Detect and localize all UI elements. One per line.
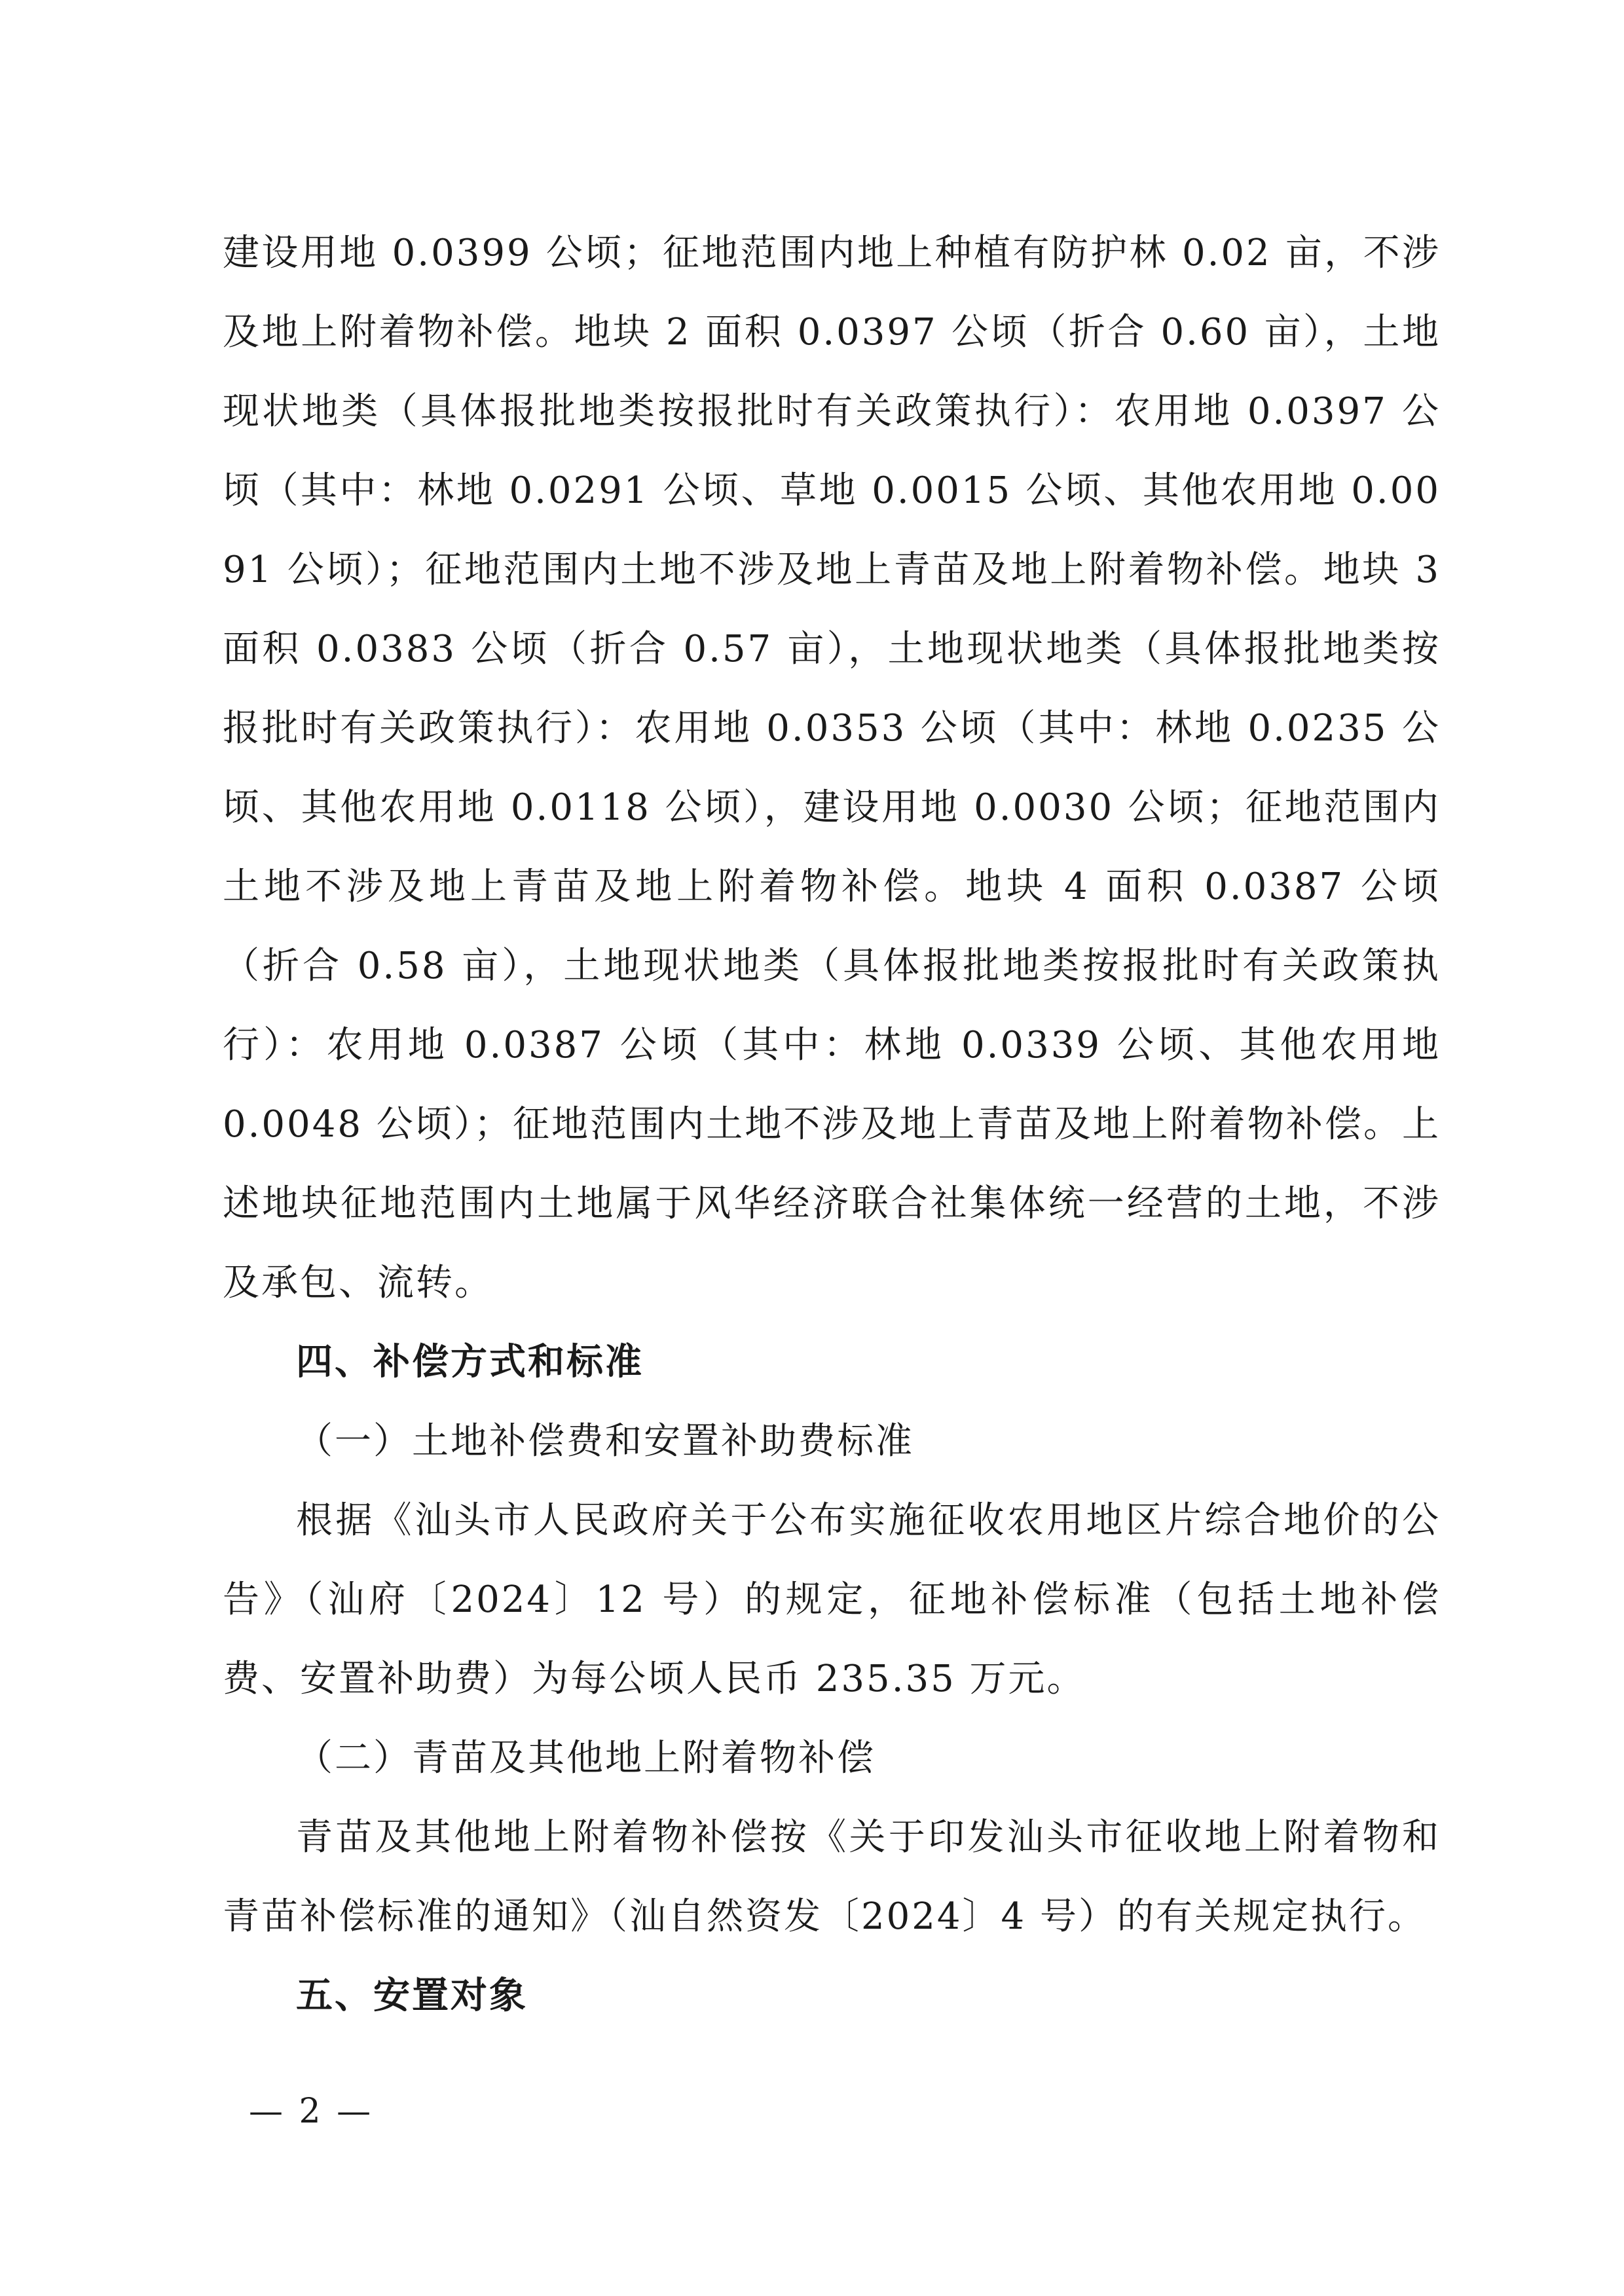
section-heading-compensation: 四、补偿方式和标准 [296,1341,644,1383]
document-body [223,213,1441,2035]
section-heading-resettlement: 五、安置对象 [296,1975,528,2017]
page-number: — 2 — [249,2092,374,2131]
subsection-heading-land-compensation: （一）土地补偿费和安置补助费标准 [296,1420,914,1463]
paragraph-crops-compensation: 青苗及其他地上附着物补偿按《关于印发汕头市征收地上附着物和青苗补偿标准的通知》（汕自然资发〔2024〕4 号）的有关规定执行。 [223,1816,1441,1938]
paragraph-compensation-standard: 根据《汕头市人民政府关于公布实施征收农用地区片综合地价的公告》（汕府〔2024〕12 号）的规定，征地补偿标准（包括土地补偿费、安置补助费）为每公顷人民币 235.35 万元。 [223,1499,1441,1700]
paragraph-land-parcels: 建设用地 0.0399 公顷；征地范围内地上种植有防护林 0.02 亩，不涉及地上附着物补偿。地块 2 面积 0.0397 公顷（折合 0.60 亩），土地现状地类（具体报批地类按报批时有关政策执行）：农用地 0.0397 公顷（其中：林地 0.0291 公顷、草地 0.0015 公顷、其他农用地 0.0091 公顷）；征地范围内土地不涉及地上青苗及地上附着物补偿。地块 3 面积 0.0383 公顷（折合 0.57 亩），土地现状地类（具体报批地类按报批时有关政策执行）：农用地 0.0353 公顷（其中：林地 0.0235 公顷、其他农用地 0.0118 公顷），建设用地 0.0030 公顷；征地范围内土地不涉及地上青苗及地上附着物补偿。地块 4 面积 0.0387 公顷（折合 0.58 亩），土地现状地类（具体报批地类按报批时有关政策执行）：农用地 0.0387 公顷（其中：林地 0.0339 公顷、其他农用地 0.0048 公顷）；征地范围内土地不涉及地上青苗及地上附着物补偿。上述地块征地范围内土地属于风华经济联合社集体统一经营的土地，不涉及承包、流转。 [223,232,1441,1304]
subsection-heading-crops-compensation: （二）青苗及其他地上附着物补偿 [296,1737,876,1779]
